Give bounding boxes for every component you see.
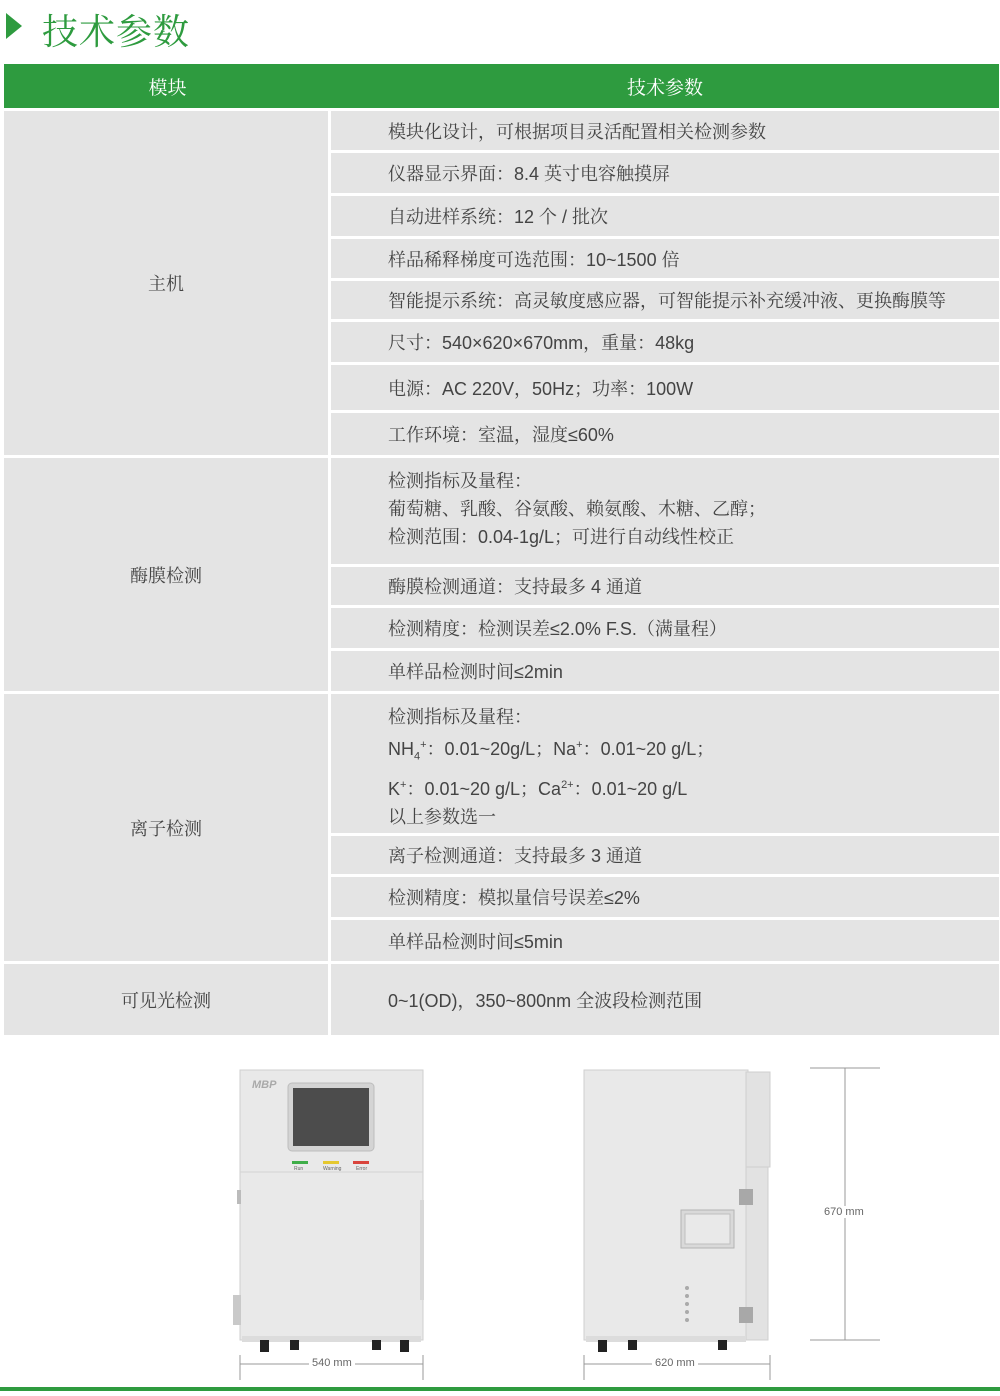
indicator-warning-label: Warning	[323, 1166, 342, 1172]
param-row: 电源：AC 220V，50Hz；功率：100W	[331, 365, 999, 410]
module-cell: 离子检测	[4, 694, 328, 961]
module-cell: 酶膜检测	[4, 458, 328, 691]
param-row: 离子检测通道：支持最多 3 通道	[331, 836, 999, 874]
section-visible	[4, 964, 999, 1035]
param-row: 仪器显示界面：8.4 英寸电容触摸屏	[331, 153, 999, 193]
section-ion	[4, 694, 999, 961]
param-row: 尺寸：540×620×670mm，重量：48kg	[331, 322, 999, 362]
device-illustrations	[0, 1050, 1000, 1391]
page-title: 技术参数	[42, 11, 191, 52]
module-cell: 可见光检测	[4, 964, 328, 1035]
spec-table	[4, 64, 999, 1035]
header-params: 技术参数	[626, 77, 703, 99]
indicator-error-label: Error	[356, 1166, 368, 1172]
param-row: 单样品检测时间≤2min	[331, 651, 999, 691]
device-drawing	[0, 1050, 1000, 1391]
height-dimension	[810, 1068, 880, 1340]
param-row: 酶膜检测通道：支持最多 4 通道	[331, 567, 999, 605]
param-row: 检测指标及量程： $NH_4^+$：0.01~20g/L；Na+：0.01~20 g/L； K+：0.01~20 g/L；$Ca^{2+}$：0.01~20 g/L 以上参数选一	[331, 694, 999, 833]
device-front-view	[233, 1070, 424, 1380]
section-host	[4, 111, 999, 455]
section-enzyme	[4, 458, 999, 691]
param-row: 自动进样系统：12 个 / 批次	[331, 196, 999, 236]
indicator-run-label: Run	[294, 1166, 304, 1172]
param-row: 检测指标及量程： 葡萄糖、乳酸、谷氨酸、赖氨酸、木糖、乙醇； 检测范围：0.04-1g/L；可进行自动线性校正	[331, 458, 999, 564]
param-row: 0~1(OD)，350~800nm 全波段检测范围	[331, 964, 999, 1035]
param-row: 智能提示系统：高灵敏度感应器，可智能提示补充缓冲液、更换酶膜等	[331, 281, 999, 319]
arrow-icon	[6, 13, 22, 39]
module-cell: 主机	[4, 111, 328, 455]
table-header	[4, 64, 999, 108]
param-row: 检测精度：模拟量信号误差≤2%	[331, 877, 999, 917]
header-module: 模块	[148, 77, 187, 99]
param-row: 模块化设计，可根据项目灵活配置相关检测参数	[331, 111, 999, 150]
depth-dimension-label: 620 mm	[652, 1357, 698, 1369]
footer-bar	[0, 1387, 1000, 1391]
page-header	[0, 0, 1000, 52]
height-dimension-label: 670 mm	[821, 1206, 867, 1218]
param-row: 样品稀释梯度可选范围：10~1500 倍	[331, 239, 999, 278]
param-row: 单样品检测时间≤5min	[331, 920, 999, 961]
param-row: 检测精度：检测误差≤2.0% F.S.（满量程）	[331, 608, 999, 648]
width-dimension-label: 540 mm	[309, 1357, 355, 1369]
param-row: 工作环境：室温，湿度≤60%	[331, 413, 999, 455]
device-side-view	[584, 1070, 770, 1380]
brand-logo: MBP	[252, 1079, 277, 1091]
